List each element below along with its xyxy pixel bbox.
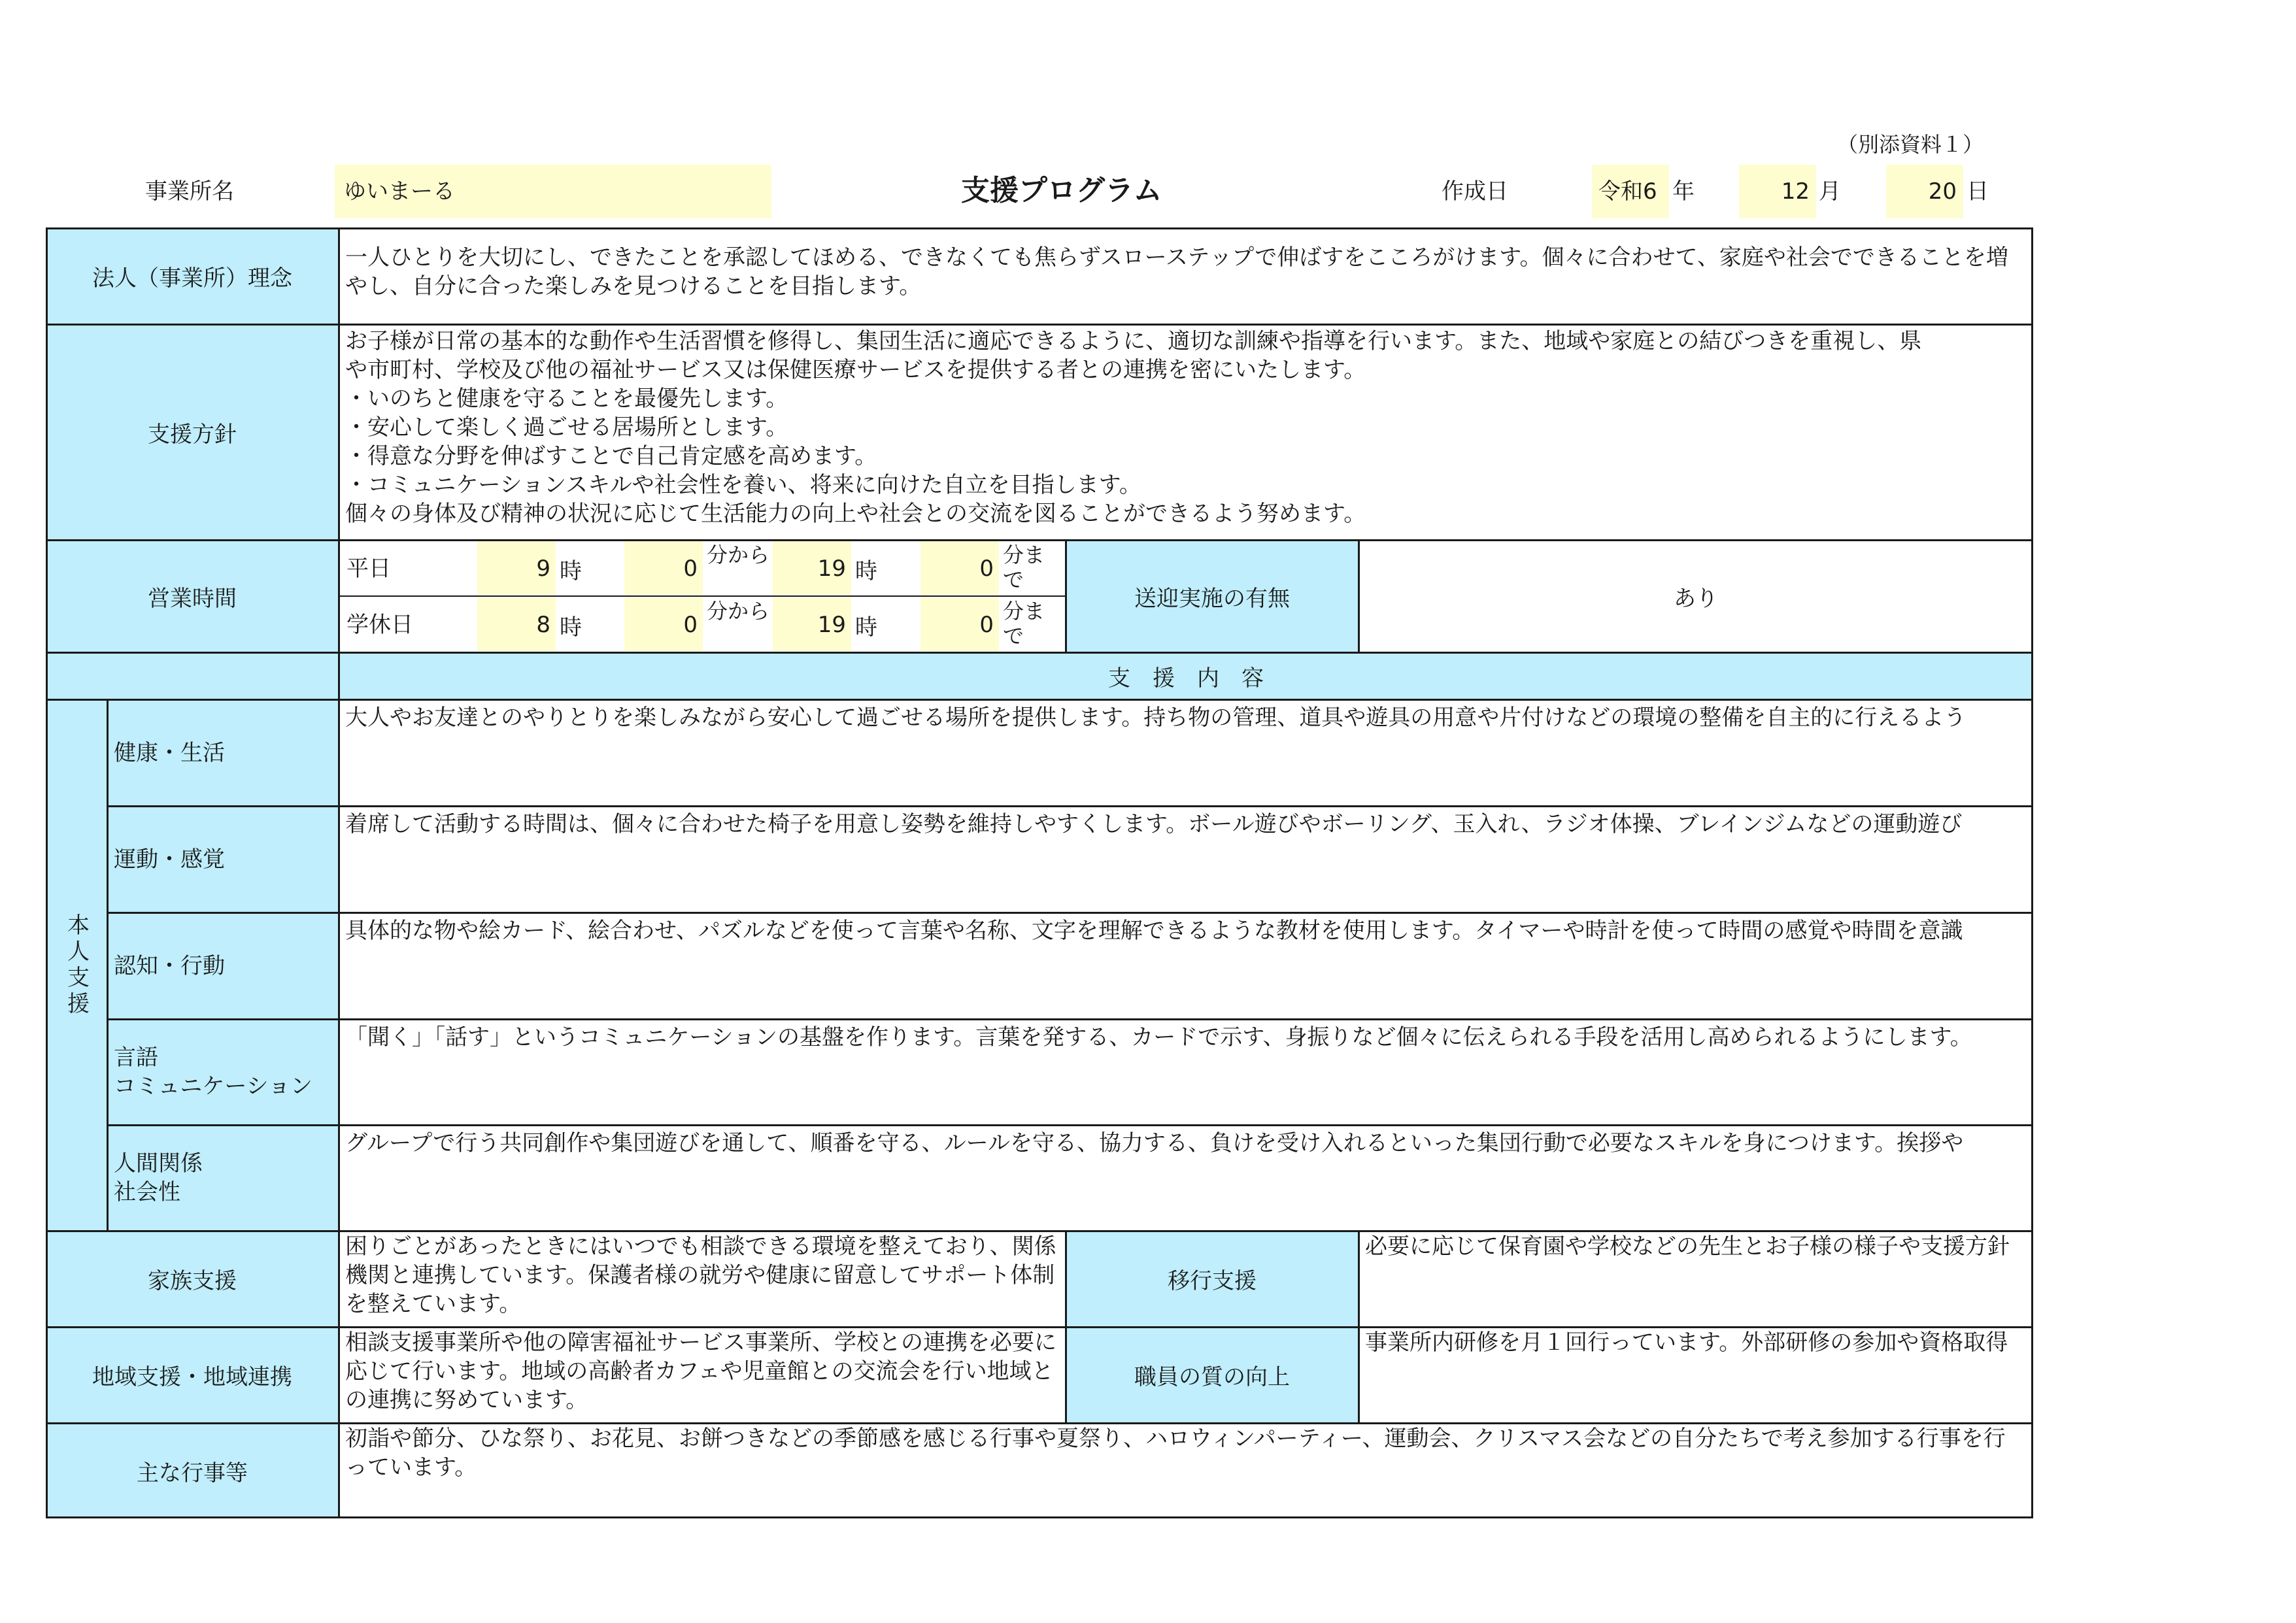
hour-unit: 時 (560, 614, 582, 641)
hours-label: 営業時間 (148, 585, 237, 612)
transition-support-label: 移行支援 (1168, 1268, 1257, 1294)
transport-value: あり (1674, 585, 1718, 612)
support-area-health: 健康・生活 (114, 739, 225, 766)
support-text-motor: 着席して活動する時間は、個々に合わせた椅子を用意し姿勢を維持しやすくします。ボール遊びやボーリング、玉入れ、ラジオ体操、ブレインジムなどの運動遊び (345, 811, 1963, 837)
program-table (46, 227, 2033, 1518)
day-unit: 日 (1967, 178, 1989, 205)
created-date-label: 作成日 (1442, 178, 1508, 205)
era-year-field[interactable]: 令和6 (1592, 165, 1669, 218)
to-unit: 分まで (1003, 599, 1045, 648)
philosophy-text: 一人ひとりを大切にし、できたことを承認してほめる、できなくても焦らずスローステップで伸ばすをこころがけます。個々に合わせて、家庭や社会でできることを増やし、自分に合った楽しみを見つけることを目指します。 (345, 244, 2008, 299)
staff-quality-text: 事業所内研修を月１回行っています。外部研修の参加や資格取得 (1365, 1330, 2008, 1356)
transport-label: 送迎実施の有無 (1134, 585, 1290, 612)
office-name-field[interactable]: ゆいまーる (335, 165, 771, 218)
weekday-end-minute[interactable]: 0 (979, 556, 994, 582)
weekday-label: 平日 (346, 556, 391, 582)
weekday-start-hour[interactable]: 9 (536, 556, 550, 582)
staff-quality-label: 職員の質の向上 (1134, 1364, 1290, 1390)
personal-support-label (46, 699, 107, 1231)
hour-unit: 時 (855, 614, 877, 641)
policy-line: ・得意な分野を伸ばすことで自己肯定感を高めます。 (345, 443, 877, 469)
support-text-health: 大人やお友達とのやりとりを楽しみながら安心して過ごせる場所を提供します。持ち物の管理、道具や遊具の用意や片付けなどの環境の整備を自主的に行えるよう (345, 705, 1967, 731)
holiday-end-hour[interactable]: 19 (817, 612, 846, 638)
policy-line: や市町村、学校及び他の福祉サービス又は保健医療サービスを提供する者との連携を密にいたします。 (345, 357, 1366, 383)
from-unit: 分から (707, 599, 770, 624)
personal-support-text: 本人支援 (63, 912, 90, 1018)
policy-line: ・いのちと健康を守ることを最優先します。 (345, 386, 788, 412)
transition-support-text: 必要に応じて保育園や学校などの先生とお子様の様子や支援方針 (1365, 1233, 2010, 1260)
hour-unit: 時 (560, 558, 582, 584)
month-unit: 月 (1819, 178, 1841, 205)
events-label: 主な行事等 (137, 1460, 248, 1486)
community-support-text: 相談支援事業所や他の障害福祉サービス事業所、学校との連携を必要に応じて行います。地域の高齢者カフェや児童館との交流会を行い地域との連携に努めています。 (345, 1330, 1056, 1413)
support-content-header: 支 援 内 容 (1108, 665, 1264, 692)
support-text-cognition: 具体的な物や絵カード、絵合わせ、パズルなどを使って言葉や名称、文字を理解できるような教材を使用します。タイマーや時計を使って時間の感覚や時間を意識 (345, 918, 1963, 944)
events-text: 初詣や節分、ひな祭り、お花見、お餅つきなどの季節感を感じる行事や夏祭り、ハロウィンパーティー、運動会、クリスマス会などの自分たちで考え参加する行事を行っています。 (345, 1426, 2006, 1481)
year-unit: 年 (1672, 178, 1695, 205)
policy-text (339, 324, 2033, 540)
policy-line: 個々の身体及び精神の状況に応じて生活能力の向上や社会との交流を図ることができるよう努めます。 (345, 501, 1366, 527)
holiday-start-hour[interactable]: 8 (536, 612, 550, 638)
weekday-start-minute[interactable]: 0 (683, 556, 698, 582)
policy-line: ・安心して楽しく過ごせる居場所とします。 (345, 414, 788, 441)
support-text-social: グループで行う共同創作や集団遊びを通して、順番を守る、ルールを守る、協力する、負けを受け入れるといった集団行動で必要なスキルを身につけます。挨拶や (345, 1130, 1964, 1156)
hour-unit: 時 (855, 558, 877, 584)
policy-line: お子様が日常の基本的な動作や生活習慣を修得し、集団生活に適応できるように、適切な訓練や指導を行います。また、地域や家庭との結びつきを重視し、県 (345, 328, 1922, 354)
holiday-label: 学休日 (346, 612, 413, 638)
policy-line: ・コミュニケーションスキルや社会性を養い、将来に向けた自立を目指します。 (345, 472, 1141, 498)
day-field[interactable]: 20 (1886, 165, 1963, 218)
holiday-end-minute[interactable]: 0 (979, 612, 994, 638)
office-name-label: 事業所名 (145, 178, 234, 205)
policy-label: 支援方針 (148, 421, 237, 448)
support-area-social: 人間関係 社会性 (114, 1150, 203, 1205)
support-area-language: 言語 コミュニケーション (114, 1045, 312, 1099)
page-title: 支援プログラム (961, 174, 1162, 207)
community-support-label: 地域支援・地域連携 (92, 1364, 292, 1390)
family-support-text: 困りごとがあったときにはいつでも相談できる環境を整えており、関係機関と連携しています。保護者様の就労や健康に留意してサポート体制を整えています。 (345, 1233, 1056, 1317)
attachment-label: （別添資料１） (1837, 132, 1984, 157)
support-area-cognition: 認知・行動 (114, 952, 225, 979)
support-text-language: 「聞く」「話す」というコミュニケーションの基盤を作ります。言葉を発する、カードで示す、身振りなど個々に伝えられる手段を活用し高められるようにします。 (345, 1024, 1972, 1050)
month-field[interactable]: 12 (1739, 165, 1816, 218)
family-support-label: 家族支援 (148, 1268, 237, 1294)
to-unit: 分まで (1003, 543, 1045, 592)
support-area-motor: 運動・感覚 (114, 846, 225, 873)
from-unit: 分から (707, 543, 770, 567)
weekday-end-hour[interactable]: 19 (817, 556, 846, 582)
philosophy-label: 法人（事業所）理念 (92, 265, 292, 292)
holiday-start-minute[interactable]: 0 (683, 612, 698, 638)
